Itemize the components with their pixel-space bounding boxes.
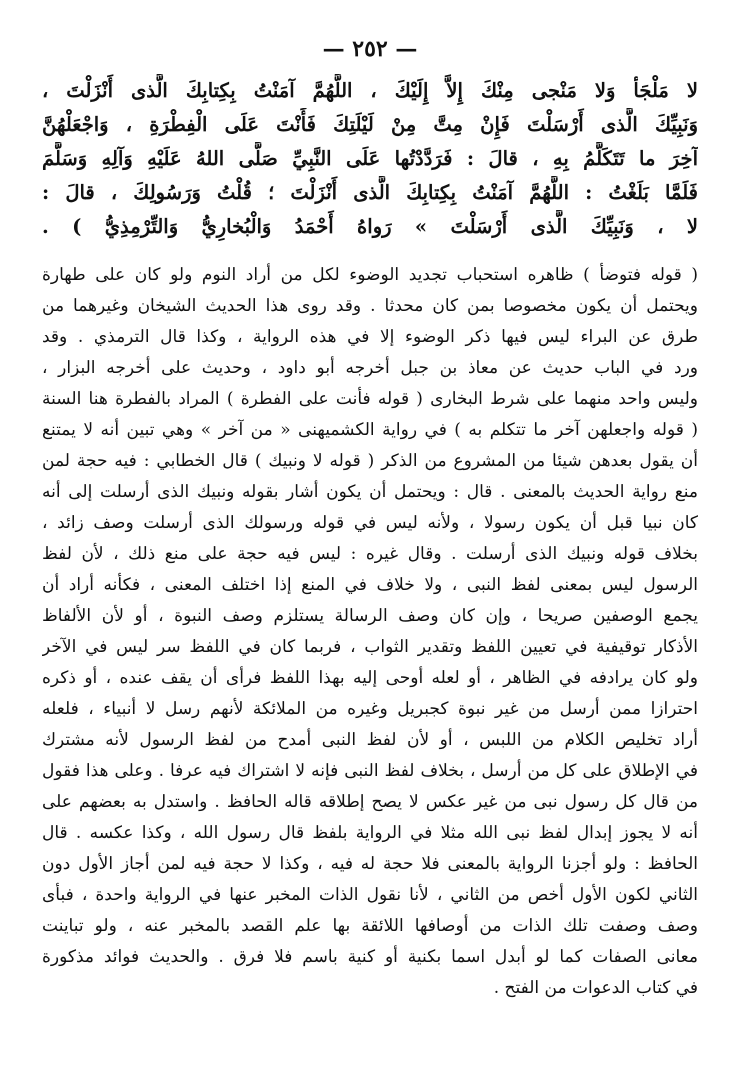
commentary-line: ورد في الباب حديث عن معاذ بن جبل أخرجه أبو داود ، وحديث على أخرجه البزار ،: [42, 358, 698, 378]
commentary-line: الحافظ : ولو أجزنا الرواية بالمعنى فلا حجة له فيه ، وكذا لا حجة فيه لمن أجاز الأول دون: [42, 854, 698, 874]
hadith-line: لا مَلْجَأ وَلا مَنْجى مِنْكَ إِلاَّ إِلَيْكَ ، اللَّهُمَّ آمَنْتُ بِكِتابِكَ الَّذى أَنْزَلْتَ ،: [42, 79, 698, 102]
commentary-line: ( قوله واجعلهن آخر ما تتكلم به ) في رواية الكشميهنى « من آخر » وهي تبين أنه لا يمتنع: [42, 420, 698, 440]
commentary-line: أراد تخليص الكلام من اللبس ، أو لأن لفظ النبى أمدح من لفظ الرسول لأنه مشترك: [42, 730, 698, 750]
commentary-line: منع رواية الحديث بالمعنى . قال : ويحتمل أن يكون أشار بقوله ونبيك الذى أرسلت إلى أنه: [42, 482, 698, 502]
commentary-line: في الإطلاق على كل من أرسل ، بخلاف لفظ النبى فإنه لا اشتراك فيه عرفا . وعلى هذا فقول: [42, 761, 698, 781]
commentary-line: ولو كان يرادفه في الظاهر ، أو لعله أوحى إليه بهذا اللفظ فرأى أن يقف عنده ، أو ذكره: [42, 668, 698, 688]
document-page: [42, 34, 698, 1044]
page-number: — ٢٥٢ —: [322, 36, 418, 62]
commentary-line: طرق عن البراء ليس فيها ذكر الوضوء إلا في هذه الرواية ، وكذا قال الترمذي . وقد: [42, 327, 698, 347]
commentary-line: وليس واحد منهما على شرط البخارى ( قوله فأنت على الفطرة ) المراد بالفطرة هنا السنة: [42, 389, 698, 409]
commentary-line: أنه لا يجوز إبدال لفظ نبى الله مثلا في الرواية بلفظ قال رسول الله ، وكذا عكسه . قال: [42, 823, 698, 843]
commentary-line: معانى الصفات كما لو أبدل اسما بكنية أو كنية باسم فلا فرق . والحديث فوائد مذكورة: [42, 947, 698, 967]
commentary-line: من قال كل رسول نبى من غير عكس لا يصح إطلاقه قاله الحافظ . واستدل به بعضهم على: [42, 792, 698, 812]
hadith-line: وَنَبِيِّكَ الَّذى أَرْسَلْتَ فَإِنْ مِتَّ مِنْ لَيْلَتِكَ فَأَنْتَ عَلَى الْفِطْرَةِ ، وَاجْعَلْهُنَّ: [42, 113, 698, 136]
commentary-line: الثاني لكون الأول أخص من الثاني ، لأنا نقول الذات المخبر عنها في الرواية واحدة ، فبأى: [42, 885, 698, 905]
commentary-text: [42, 260, 698, 1004]
commentary-line: في كتاب الدعوات من الفتح .: [493, 978, 698, 998]
commentary-line: بخلاف قوله ونبيك الذى أرسلت . وقال غيره : ليس فيه حجة على منع ذلك ، لأن لفظ: [42, 544, 698, 564]
hadith-line: لا ، وَنَبِيِّكَ الَّذى أَرْسَلْتَ » رَواهُ أَحْمَدُ وَالْبُخارِيُّ وَالتِّرْمِذِيُّ ) .: [42, 215, 698, 238]
commentary-line: احترازا ممن أرسل من غير نبوة كجبريل وغيره من الملائكة لأنهم رسل لا أنبياء ، فلعله: [42, 699, 698, 719]
commentary-line: ( قوله فتوضأ ) ظاهره استحباب تجديد الوضوء لكل من أراد النوم ولو كان على طهارة: [42, 265, 698, 285]
commentary-line: أن يقول بعدهن شيئا من المشروع من الذكر ( قوله لا ونبيك ) قال الخطابي : فيه حجة لمن: [42, 451, 698, 471]
hadith-line: آخِرَ ما تَتَكَلَّمُ بِهِ ، قالَ : فَرَدَّدْتُها عَلَى النَّبِيِّ صَلَّى اللهُ عَلَيْهِ وَآلِهِ وَسَلَّمَ: [42, 147, 698, 170]
hadith-line: فَلَمَّا بَلَغْتُ : اللَّهُمَّ آمَنْتُ بِكِتابِكَ الَّذى أَنْزَلْتَ ؛ قُلْتُ وَرَسُولِكَ ، قالَ :: [42, 181, 698, 204]
commentary-line: كان نبيا قبل أن يكون رسولا ، ولأنه ليس في قوله ورسولك الذى أرسلت وصف زائد ،: [42, 513, 698, 533]
commentary-line: الأذكار توقيفية في تعيين اللفظ وتقدير الثواب ، فربما كان في اللفظ سر ليس في الآخر: [42, 637, 698, 657]
commentary-line: يجمع الوصفين صريحا ، وإن كان وصف الرسالة يستلزم وصف النبوة ، أو لأن الألفاظ: [42, 606, 698, 626]
hadith-text: [42, 74, 698, 244]
commentary-line: الرسول ليس بمعنى لفظ النبى ، ولا خلاف في المنع إذا اختلف المعنى ، فكأنه أراد أن: [42, 575, 698, 595]
commentary-line: ويحتمل أن يكون مخصوصا بمن كان محدثا . وقد روى هذا الحديث الشيخان وغيرهما من: [42, 296, 698, 316]
commentary-line: وصف وصفت تلك الذات من أوصافها اللائقة بها علم القصد بالمخبر عنه ، ولو تباينت: [42, 916, 698, 936]
